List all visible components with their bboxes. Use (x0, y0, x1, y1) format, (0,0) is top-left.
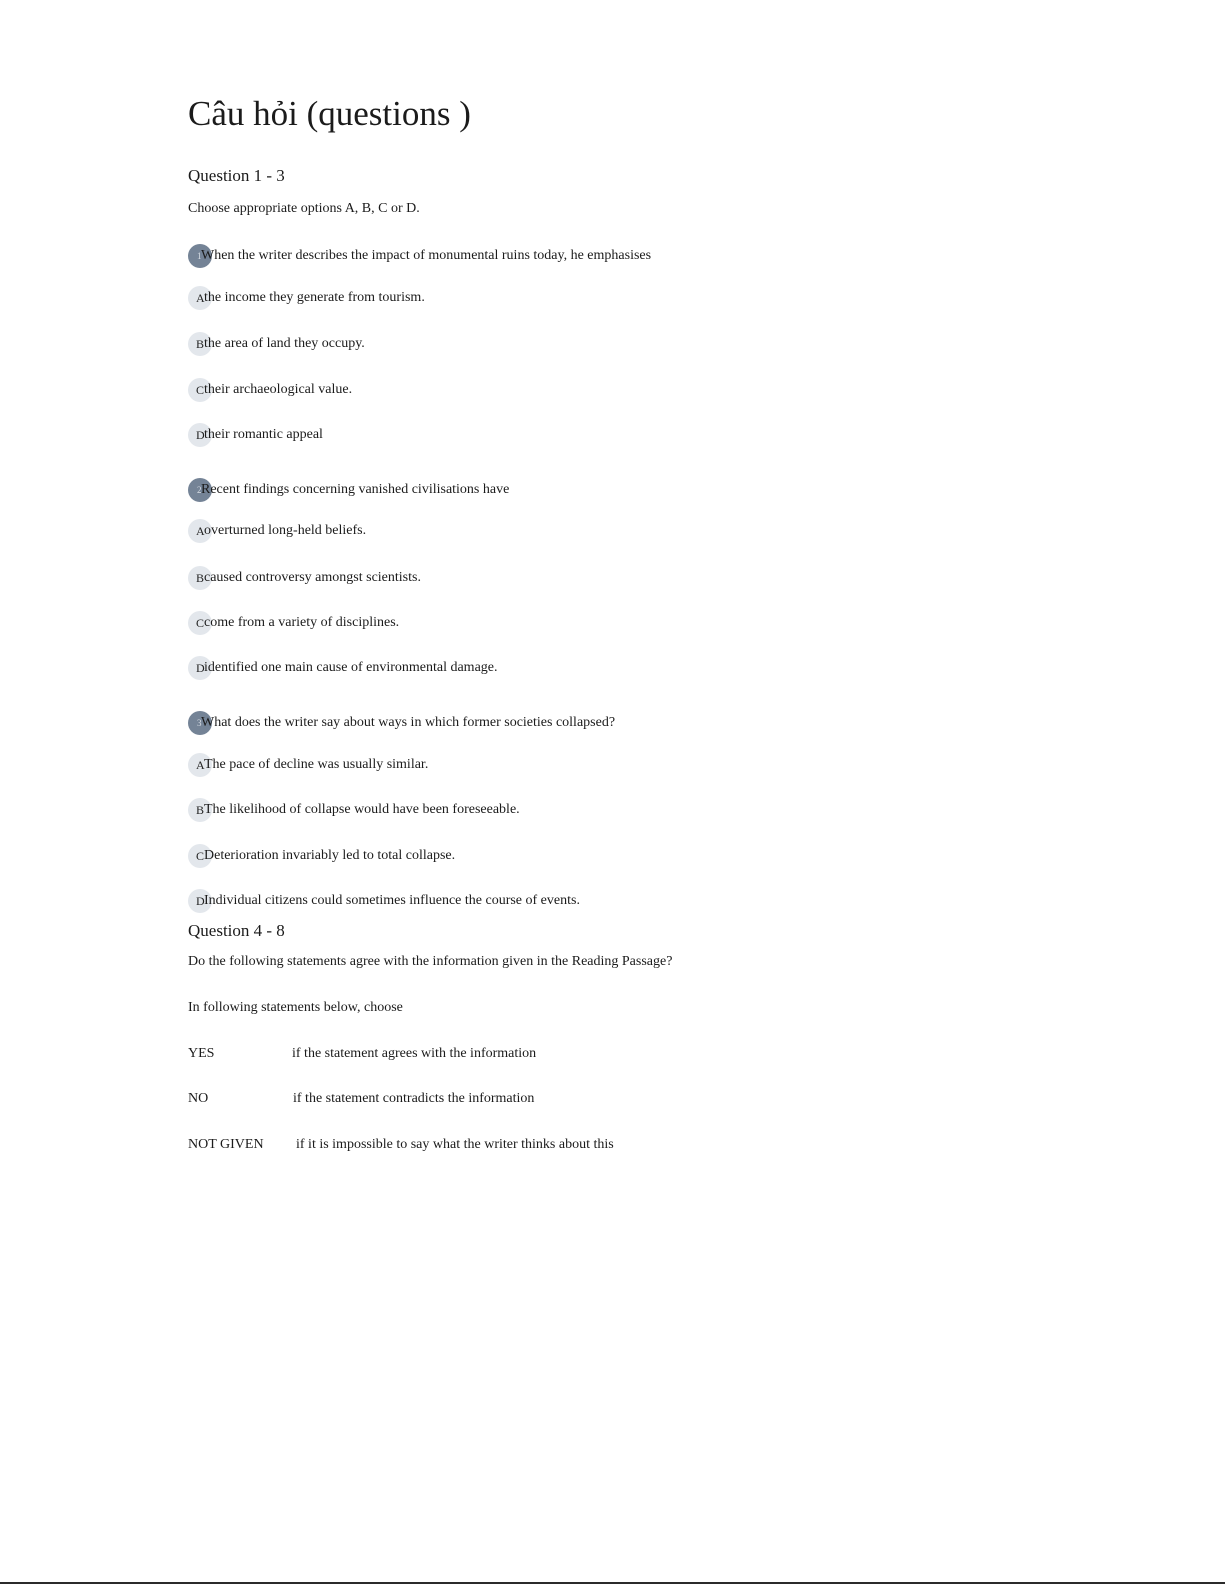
question-2-option-c[interactable] (188, 611, 399, 635)
section-1-instruction: Choose appropriate options A, B, C or D. (188, 201, 420, 216)
question-3 (188, 711, 615, 735)
question-3-option-a[interactable] (188, 753, 428, 777)
question-1-option-d[interactable] (188, 423, 323, 447)
legend-yes (188, 1044, 536, 1064)
question-text: When the writer describes the impact of monumental ruins today, he emphasises (201, 248, 652, 263)
question-2-option-b[interactable] (188, 566, 421, 590)
option-radio[interactable]: D (188, 889, 212, 913)
legend-meaning: if the statement agrees with the information (292, 1046, 537, 1061)
question-text: Recent findings concerning vanished civilisations have (201, 482, 510, 497)
option-text: overturned long-held beliefs. (204, 523, 367, 538)
option-radio[interactable]: C (188, 611, 212, 635)
option-text: identified one main cause of environmental damage. (204, 660, 498, 675)
question-text: What does the writer say about ways in which former societies collapsed? (201, 715, 616, 730)
legend-meaning: if it is impossible to say what the writer thinks about this (296, 1137, 614, 1152)
option-radio[interactable]: B (188, 798, 212, 822)
question-2-option-a[interactable] (188, 519, 366, 543)
legend-term: NOT GIVEN (188, 1137, 264, 1152)
option-radio[interactable]: B (188, 566, 212, 590)
question-3-option-d[interactable] (188, 889, 580, 913)
question-1-option-c[interactable] (188, 378, 352, 402)
page-title: Câu hỏi (questions ) (188, 94, 471, 133)
bottom-divider (0, 1582, 1225, 1584)
option-radio[interactable]: A (188, 519, 212, 543)
question-3-option-c[interactable] (188, 844, 455, 868)
question-3-option-b[interactable] (188, 798, 520, 822)
question-number-badge: 3 (188, 711, 212, 735)
question-1-option-b[interactable] (188, 332, 365, 356)
question-number-badge: 1 (188, 244, 212, 268)
question-1-option-a[interactable] (188, 286, 425, 310)
option-radio[interactable]: A (188, 753, 212, 777)
question-1 (188, 244, 651, 268)
legend-term: YES (188, 1046, 215, 1061)
legend-no (188, 1089, 534, 1109)
option-text: the area of land they occupy. (204, 336, 365, 351)
option-radio[interactable]: B (188, 332, 212, 356)
question-number-badge: 2 (188, 478, 212, 502)
legend-meaning: if the statement contradicts the information (293, 1091, 535, 1106)
option-text: The pace of decline was usually similar. (204, 757, 429, 772)
option-radio[interactable]: A (188, 286, 212, 310)
option-text: The likelihood of collapse would have been foreseeable. (204, 802, 520, 817)
section-2-instruction: Do the following statements agree with the information given in the Reading Passage? (188, 954, 673, 969)
question-2-option-d[interactable] (188, 656, 498, 680)
question-2 (188, 478, 509, 502)
option-radio[interactable]: D (188, 423, 212, 447)
option-radio[interactable]: C (188, 844, 212, 868)
option-radio[interactable]: D (188, 656, 212, 680)
section-1-heading: Question 1 - 3 (188, 166, 285, 185)
section-2-heading: Question 4 - 8 (188, 921, 285, 940)
option-text: Deterioration invariably led to total collapse. (204, 848, 456, 863)
legend-not-given (188, 1135, 614, 1155)
choose-instruction: In following statements below, choose (188, 1000, 403, 1015)
legend-term: NO (188, 1091, 209, 1106)
option-text: their archaeological value. (204, 382, 353, 397)
option-text: their romantic appeal (204, 427, 323, 442)
option-text: the income they generate from tourism. (204, 290, 425, 305)
option-text: come from a variety of disciplines. (204, 615, 400, 630)
option-text: caused controversy amongst scientists. (204, 570, 421, 585)
option-radio[interactable]: C (188, 378, 212, 402)
option-text: Individual citizens could sometimes influence the course of events. (204, 893, 580, 908)
